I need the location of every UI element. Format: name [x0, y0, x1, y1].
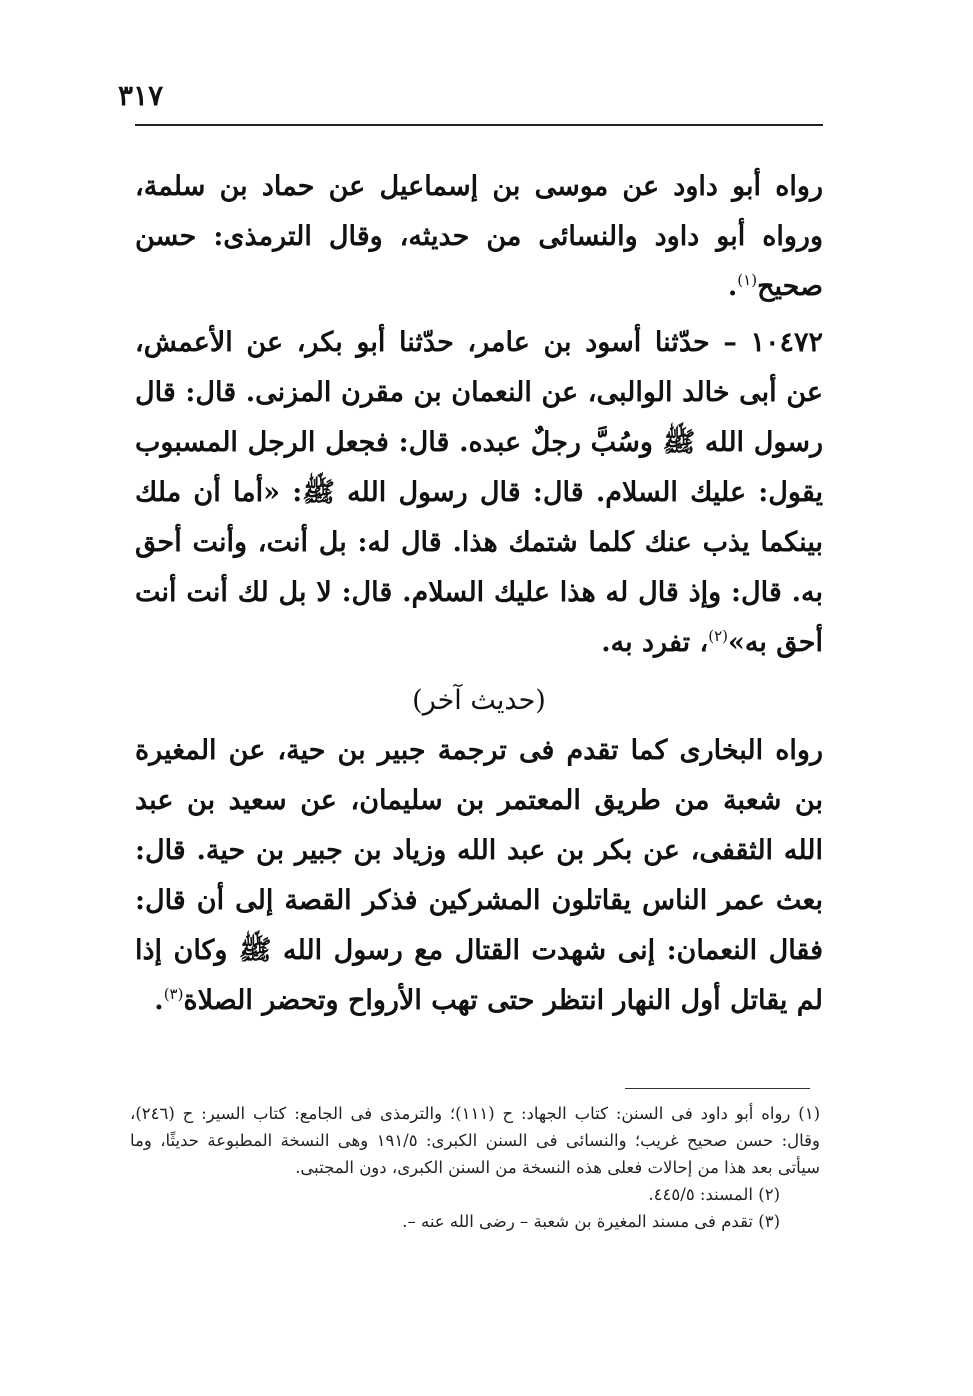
footnote-2: (٢) المسند: ٤٤٥/٥. [648, 1185, 780, 1204]
footnote-1: (١) رواه أبو داود فى السنن: كتاب الجهاد: ح (١١١)؛ والترمذى فى الجامع: كتاب السير: ح (٢٤٦)، وقال: حسن صحيح غريب؛ والنسائى فى السنن الكبرى: ١٩١/٥ وهى النسخة المطبوعة حديثًا، وما سيأتى بعد هذا من إحالات فعلى هذه النسخة من السنن الكبرى، دون المجتبى. [130, 1104, 821, 1177]
footnote-3: (٣) تقدم فى مسند المغيرة بن شعبة – رضى الله عنه –. [402, 1212, 780, 1231]
paragraph-1-text: رواه أبو داود عن موسى بن إسماعيل عن حماد بن سلمة، ورواه أبو داود والنسائى من حديثه، وقال الترمذى: حسن صحيح [135, 171, 823, 302]
footnote-rule [625, 1088, 810, 1089]
paragraph-1-end: . [727, 271, 738, 302]
paragraph-2-text: ١٠٤٧٢ – حدّثنا أسود بن عامر، حدّثنا أبو بكر، عن الأعمش، عن أبى خالد الوالبى، عن النعمان بن مقرن المزنى. قال: قال رسول الله ﷺ وسُبَّ رجلٌ عبده. قال: فجعل الرجل المسبوب يقول: عليك السلام. قال: قال رسول الله ﷺ: «أما أن ملك بينكما يذب عنك كلما شتمك هذا. قال له: بل أنت، وأنت أحق به. قال: وإذ قال له هذا عليك السلام. قال: لا بل لك أنت أنت أحق به» [135, 327, 823, 658]
main-text [135, 162, 823, 1032]
footnotes [130, 1100, 820, 1235]
section-heading: (حديث آخر) [412, 685, 546, 716]
page-number: ٣١٧ [118, 79, 164, 112]
footnote-ref-2: (٢) [708, 627, 729, 645]
paragraph-2-end: ، تفرد به. [601, 627, 709, 658]
paragraph-3 [135, 726, 823, 1026]
paragraph-2 [135, 318, 823, 668]
footnote-ref-1: (١) [737, 271, 758, 289]
header-rule [135, 124, 823, 126]
paragraph-1 [135, 162, 823, 312]
footnote-ref-3: (٣) [163, 985, 184, 1003]
paragraph-3-text: رواه البخارى كما تقدم فى ترجمة جبير بن حية، عن المغيرة بن شعبة من طريق المعتمر بن سليمان، عن سعيد بن عبد الله الثقفى، عن بكر بن عبد الله وزياد بن جبير بن حية. قال: بعث عمر الناس يقاتلون المشركين فذكر القصة إلى أن قال: فقال النعمان: إنى شهدت القتال مع رسول الله ﷺ وكان إذا لم يقاتل أول النهار انتظر حتى تهب الأرواح وتحضر الصلاة [135, 735, 823, 1016]
paragraph-3-end: . [154, 985, 164, 1016]
